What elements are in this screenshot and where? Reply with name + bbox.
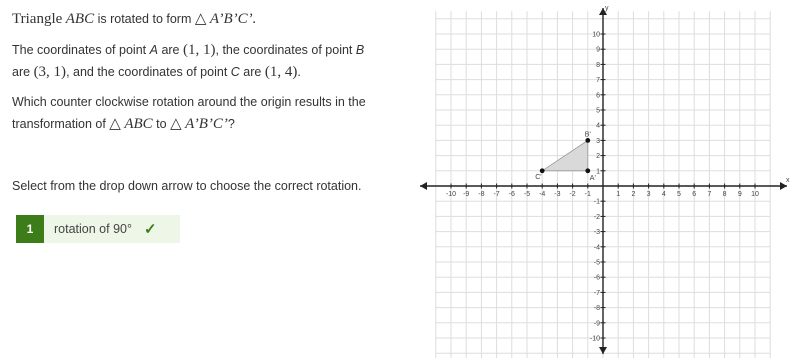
prime-label: A’B’C’ xyxy=(185,116,228,132)
vertex-point xyxy=(585,138,590,143)
y-tick-label: -1 xyxy=(593,198,600,206)
x-tick-label: 8 xyxy=(722,191,727,198)
text: to xyxy=(156,117,167,131)
y-tick-label: -10 xyxy=(589,335,600,343)
text: are xyxy=(161,43,180,57)
vertex-label: B' xyxy=(584,131,591,139)
triangle-symbol: △ xyxy=(170,116,182,132)
y-axis-label: y xyxy=(605,5,609,12)
y-tick-label: -2 xyxy=(593,213,600,221)
x-tick-label: 1 xyxy=(616,191,621,198)
point-b-label: B xyxy=(355,43,365,57)
triangle-symbol: △ xyxy=(194,11,207,27)
triangle-symbol: △ xyxy=(109,116,121,132)
x-tick-label: 7 xyxy=(707,191,712,198)
vertex-point xyxy=(540,168,545,173)
text: are xyxy=(12,65,31,79)
x-tick-label: 3 xyxy=(646,191,651,198)
triangle-word: Triangle xyxy=(12,11,63,27)
x-tick-label: -5 xyxy=(523,191,531,198)
answer-number-badge: 1 xyxy=(16,215,44,243)
y-tick-label: 7 xyxy=(596,77,600,85)
text: are xyxy=(243,65,262,79)
x-tick-label: 2 xyxy=(631,191,636,198)
x-tick-label: 4 xyxy=(661,191,666,198)
coord-a: (1, 1) xyxy=(183,42,216,58)
x-tick-label: -10 xyxy=(445,191,457,198)
answer-text: rotation of 90° xyxy=(54,222,132,236)
question-line-4: Which counter clockwise rotation around the origin results in the xyxy=(12,95,366,109)
coord-c: (1, 4) xyxy=(264,64,298,80)
coord-b: (3, 1) xyxy=(33,64,67,80)
text: , and the coordinates of point xyxy=(66,65,228,79)
x-tick-label: -1 xyxy=(584,191,591,198)
text: , the coordinates of point xyxy=(215,43,353,57)
x-tick-label: 9 xyxy=(737,191,742,198)
y-tick-label: -7 xyxy=(593,289,600,297)
vertex-label: A' xyxy=(589,174,596,182)
y-tick-label: 10 xyxy=(592,31,600,39)
x-tick-label: -6 xyxy=(508,191,515,198)
y-tick-label: 6 xyxy=(596,92,600,100)
prime-label: A’B’C’. xyxy=(209,11,257,27)
y-tick-label: 9 xyxy=(596,46,600,54)
x-axis-label: x xyxy=(786,177,790,184)
x-tick-label: -8 xyxy=(478,191,485,198)
x-tick-label: -7 xyxy=(493,191,500,198)
x-tick-label: -2 xyxy=(569,191,576,198)
point-a-label: A xyxy=(149,43,158,57)
text: The coordinates of point xyxy=(12,43,147,57)
vertex-label: C' xyxy=(535,173,542,181)
y-tick-label: -6 xyxy=(593,274,600,282)
abc-label: ABC xyxy=(124,116,153,132)
y-tick-label: -4 xyxy=(593,244,600,252)
y-tick-label: 4 xyxy=(596,122,600,130)
instruction-text: Select from the drop down arrow to choose the correct rotation. xyxy=(12,179,362,193)
y-tick-label: 5 xyxy=(596,107,600,115)
y-tick-label: -3 xyxy=(593,229,600,237)
text: . xyxy=(297,65,301,79)
point-c-label: C xyxy=(230,65,240,79)
y-tick-label: 1 xyxy=(596,168,600,176)
x-tick-label: -9 xyxy=(463,191,470,198)
vertex-point xyxy=(585,168,590,173)
x-tick-label: 10 xyxy=(751,191,759,198)
y-tick-label: 3 xyxy=(596,137,600,145)
x-tick-label: 6 xyxy=(692,191,697,198)
abc-label: ABC xyxy=(65,11,95,27)
text: ? xyxy=(227,117,235,131)
y-tick-label: 2 xyxy=(596,153,600,161)
x-axis-arrow-left xyxy=(420,182,427,190)
y-tick-label: 8 xyxy=(596,61,600,69)
y-tick-label: -8 xyxy=(593,305,600,313)
text: transformation of xyxy=(12,117,106,131)
y-tick-label: -5 xyxy=(593,259,600,267)
x-tick-label: 5 xyxy=(677,191,681,198)
check-icon: ✓ xyxy=(143,221,157,238)
x-tick-label: -4 xyxy=(539,191,546,198)
rotated-text: is rotated to form xyxy=(97,12,192,26)
x-tick-label: -3 xyxy=(554,191,561,198)
y-tick-label: -9 xyxy=(593,320,600,328)
